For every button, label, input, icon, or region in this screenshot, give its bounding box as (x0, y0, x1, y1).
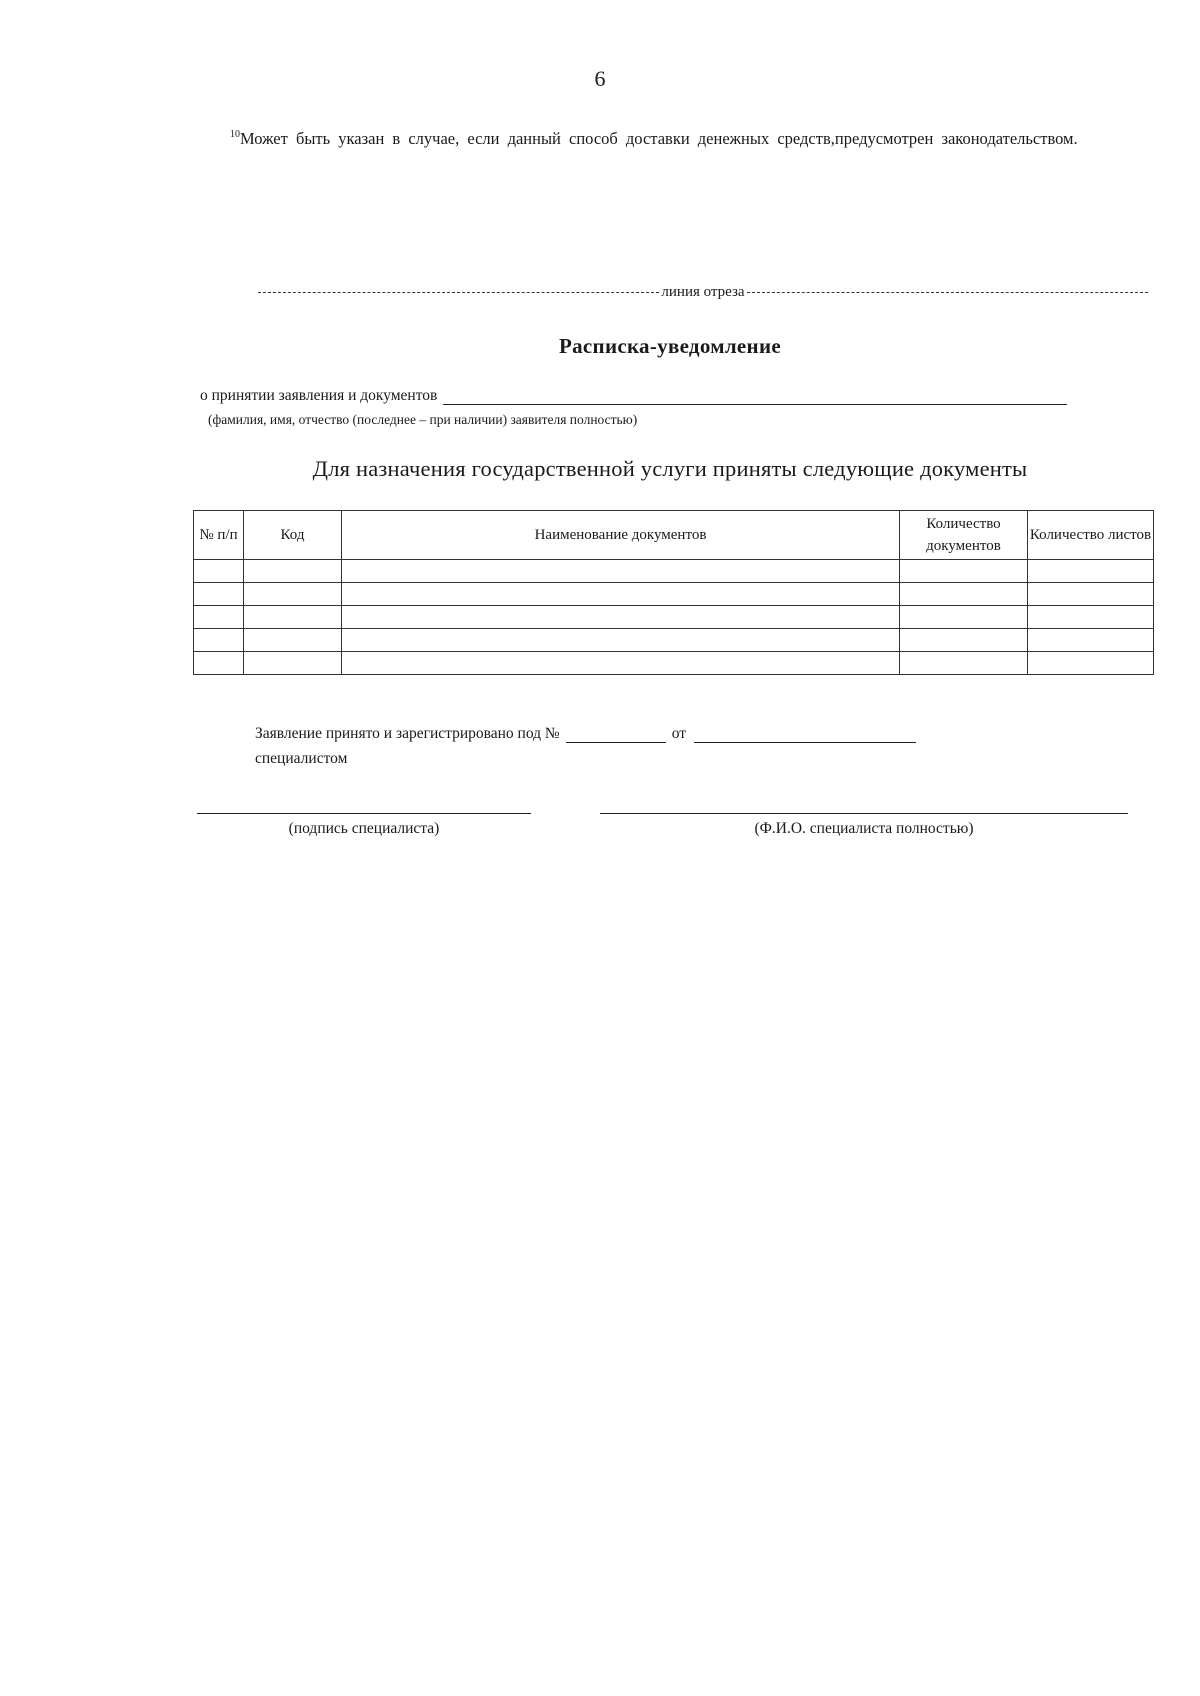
accepted-label: о принятии заявления и документов (200, 387, 438, 404)
table-cell[interactable] (342, 629, 900, 652)
table-cell[interactable] (900, 652, 1028, 675)
cut-line (258, 282, 1148, 302)
table-cell[interactable] (244, 560, 342, 583)
receipt-title: Расписка-уведомление (559, 334, 781, 358)
signature-field[interactable] (197, 813, 531, 814)
table-cell[interactable] (244, 583, 342, 606)
cut-line-label: линия отреза (661, 283, 745, 300)
fio-hint: (Ф.И.О. специалиста полностью) (754, 820, 974, 837)
footnote-text: Может быть указан в случае, если данный способ доставки денежных средств,предусмотрен законодательством. (240, 129, 1078, 148)
page-number: 6 (594, 66, 606, 91)
docs-heading: Для назначения государственной услуги приняты следующие документы (312, 456, 1028, 481)
table-cell[interactable] (900, 606, 1028, 629)
specialist-word: специалистом (255, 750, 348, 767)
registration-date-field[interactable] (694, 726, 916, 743)
table-cell[interactable] (244, 606, 342, 629)
table-header-row (194, 511, 1154, 560)
specialist-fio-field[interactable] (600, 813, 1128, 814)
table-cell[interactable] (342, 583, 900, 606)
table-cell[interactable] (900, 560, 1028, 583)
header-num: № п/п (194, 511, 244, 560)
accepted-row (200, 387, 1067, 405)
table-cell[interactable] (1028, 629, 1154, 652)
table-cell[interactable] (194, 629, 244, 652)
table-cell[interactable] (1028, 560, 1154, 583)
table-cell[interactable] (900, 583, 1028, 606)
table-row (194, 652, 1154, 675)
footnote (200, 123, 1148, 154)
footnote-marker: 10 (230, 128, 240, 140)
table-cell[interactable] (1028, 652, 1154, 675)
table-cell[interactable] (194, 652, 244, 675)
table-cell[interactable] (244, 652, 342, 675)
registration-prefix: Заявление принято и зарегистрировано под № (255, 725, 560, 742)
cut-line-dash-right (747, 292, 1148, 293)
table-cell[interactable] (194, 583, 244, 606)
header-code: Код (244, 511, 342, 560)
table-cell[interactable] (342, 652, 900, 675)
table-cell[interactable] (194, 606, 244, 629)
table-cell[interactable] (900, 629, 1028, 652)
applicant-hint: (фамилия, имя, отчество (последнее – при наличии) заявителя полностью) (208, 412, 638, 427)
registration-from-label: от (671, 725, 687, 742)
header-doc-count: Количество документов (900, 511, 1028, 560)
table-cell[interactable] (342, 560, 900, 583)
table-row (194, 560, 1154, 583)
header-name: Наименование документов (342, 511, 900, 560)
registration-line (255, 725, 916, 743)
cut-line-dash-left (258, 292, 659, 293)
registration-number-field[interactable] (566, 726, 666, 743)
table-cell[interactable] (244, 629, 342, 652)
table-row (194, 606, 1154, 629)
table-row (194, 583, 1154, 606)
signature-hint: (подпись специалиста) (288, 820, 440, 837)
table-cell[interactable] (1028, 583, 1154, 606)
table-row (194, 629, 1154, 652)
applicant-name-field[interactable] (443, 388, 1067, 405)
documents-table (193, 510, 1154, 675)
table-cell[interactable] (1028, 606, 1154, 629)
table-cell[interactable] (342, 606, 900, 629)
header-sheet-count: Количество листов (1028, 511, 1154, 560)
table-cell[interactable] (194, 560, 244, 583)
